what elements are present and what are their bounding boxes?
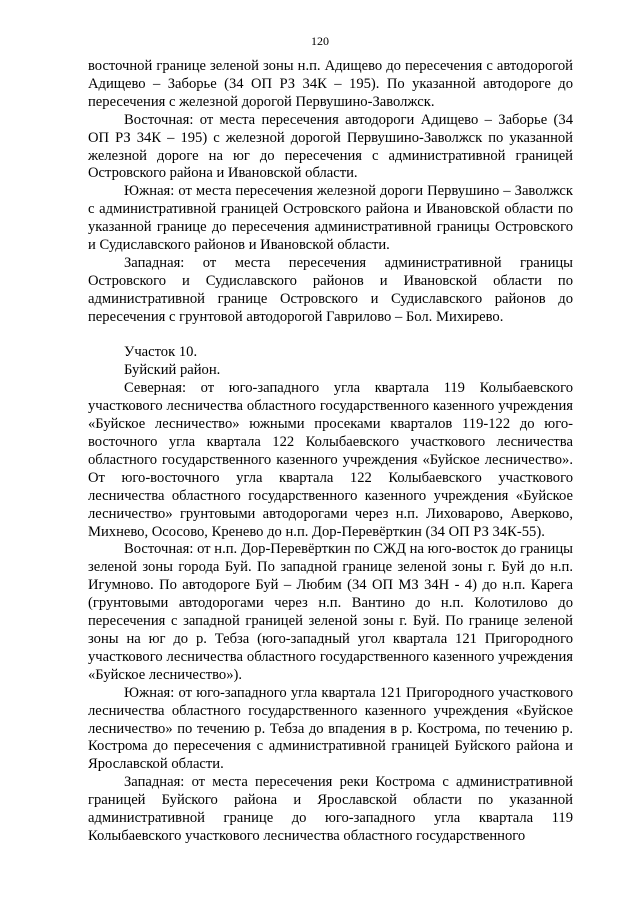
paragraph-west-border-buy: Западная: от места пересечения реки Кострома с административной границей Буйского района и Ярославской области по указанной административной границе до юго-западного угла квартала 119 Колыбаевского участкового лесничества областного государственного	[88, 774, 573, 844]
page-number: 120	[311, 34, 329, 48]
paragraph-gap	[88, 327, 573, 345]
paragraph-continuation: восточной границе зеленой зоны н.п. Адищево до пересечения с автодорогой Адищево – Заборье (34 ОП РЗ 34К – 195). По указанной автодороге до пересечения с железной дорогой Первушино-Заволжск.	[88, 58, 573, 110]
paragraph-north-border: Северная: от юго-западного угла квартала 119 Колыбаевского участкового лесничества областного государственного казенного учреждения «Буйское лесничество» южными просеками кварталов 119-122 до юго-восточного угла квартала 122 Колыбаевского участкового лесничества областного государственного казенного учреждения «Буйское лесничество». От юго-восточного угла квартала 122 Колыбаевского участкового лесничества областного государственного казенного учреждения «Буйское лесничество» грунтовыми автодорогами через н.п. Лиховарово, Аверково, Михнево, Ососово, Кренево до н.п. Дор-Перевёрткин (34 ОП РЗ 34К-55).	[88, 380, 573, 540]
district-heading: Буйский район.	[124, 362, 221, 379]
document-body	[88, 58, 573, 846]
paragraph-east-border: Восточная: от места пересечения автодороги Адищево – Заборье (34 ОП РЗ 34К – 195) с железной дорогой Первушино-Заволжск по указанной железной дороге на юг до пересечения с административной границей Островского района и Ивановской области.	[88, 111, 573, 182]
section-heading: Участок 10.	[124, 344, 198, 361]
paragraph-south-border: Южная: от места пересечения железной дороги Первушино – Заволжск с административной границей Островского района и Ивановской области по указанной границе до пересечения административной границы Островского и Судиславского районов и Ивановской области.	[88, 183, 573, 254]
paragraph-east-border-buy: Восточная: от н.п. Дор-Перевёрткин по СЖД на юго-восток до границы зеленой зоны города Буй. По западной границе зеленой зоны г. Буй до н.п. Игумново. По автодороге Буй – Любим (34 ОП МЗ 34Н - 4) до н.п. Карега (грунтовыми автодорогами через н.п. Вантино до н.п. Колотилово до пересечения с западной границей зеленой зоны г. Буй. По границе зеленой зоны на юг до р. Тебза (юго-западный угол квартала 121 Пригородного участкового лесничества областного государственного казенного учреждения «Буйское лесничество»).	[88, 541, 573, 683]
paragraph-west-border: Западная: от места пересечения административной границы Островского и Судиславского районов и Ивановской области по административной границе Островского и Судиславского районов до пересечения с грунтовой автодорогой Гаврилово – Бол. Михирево.	[88, 254, 573, 325]
paragraph-south-border-buy: Южная: от юго-западного угла квартала 121 Пригородного участкового лесничества областного государственного казенного учреждения «Буйское лесничество» по течению р. Тебза до впадения в р. Кострома, по течению р. Кострома до пересечения с административной границей Буйского района и Ярославской области.	[88, 684, 573, 773]
